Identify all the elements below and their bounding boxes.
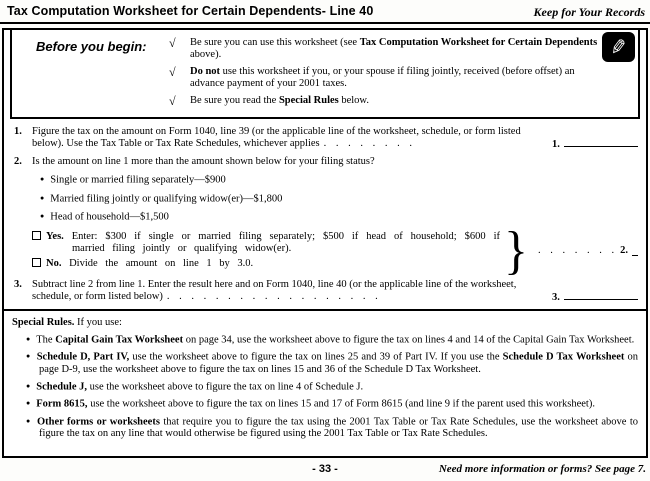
dotted-leader: . . . . . . . . [323,138,413,149]
checkmark-icon: √ [169,94,176,108]
checklist-item [169,66,601,90]
no-option-text: No. Divide the amount on line 1 by 3.0. [46,258,254,269]
page-title: Tax Computation Worksheet for Certain Dependents- Line 40 [7,4,374,18]
line-1-result [552,136,638,150]
checklist-item-text: Be sure you read the Special Rules below. [190,95,369,106]
line-2-item [12,156,638,279]
bullet-icon: ● [40,193,45,202]
bullet-icon: ● [40,212,45,220]
checkmark-icon: √ [169,36,176,50]
before-you-begin-heading: Before you begin: [36,39,147,54]
line-2-amount-field[interactable] [632,245,638,256]
line-1-amount-field[interactable] [564,136,638,147]
pencil-glyph: ✎ [608,33,629,61]
special-rule-item [12,333,638,347]
yes-checkbox[interactable] [32,231,41,240]
special-rule-text: Schedule D, Part IV, use the worksheet above to figure the tax on lines 25 and 39 of Part IV. If you use the Schedule D Tax Worksheet on page D-9, use the worksheet above to figure the tax on lines 15 and 36 of the Schedule D Tax Worksheet. [36,351,638,375]
line-3-text: Subtract line 2 from line 1. Enter the result here and on Form 1040, line 40 (or the applicable line of the worksheet, schedule, or form listed below) . . . . . . . . . . . . . . . . . . [32,278,517,302]
page-footer [2,461,648,481]
bullet-icon: ● [26,416,31,425]
line-1-item [12,126,638,150]
checklist-item-text: Do not use this worksheet if you, or your spouse if filing jointly, received (before offset) an advance payment of your 2001 taxes. [190,66,575,89]
before-you-begin-section [10,30,640,119]
filing-status-option-text: Head of household—$1,500 [50,211,169,223]
worksheet-lines [4,119,646,303]
line-1-text: Figure the tax on the amount on Form 1040, line 39 (or the applicable line of the worksheet, schedule, or form listed below). Use the Tax Table or Tax Rate Schedules, whichever applies . . . . . . . . [32,126,521,149]
special-rules-heading: Special Rules. If you use: [12,316,122,328]
dotted-leader: . . . . . . . . . . . . . . . . . . [166,290,378,302]
page-number: - 33 - [312,463,338,475]
filing-status-option-text: Single or married filing separately—$900 [50,174,226,186]
special-rule-item [12,397,638,411]
special-rule-text: The Capital Gain Tax Worksheet on page 34, use the worksheet above to figure the tax on lines 4 and 14 of the Capital Gain Tax Worksheet. [36,334,635,345]
line-3-result-label: 3. [552,291,560,303]
special-rule-text: Form 8615, use the worksheet above to figure the tax on lines 15 and 17 of Form 8615 (and line 9 if the parent used this worksheet). [36,398,595,410]
checklist-item [169,37,601,61]
footer-note: Need more information or forms? See page 7. [438,463,646,475]
special-rule-item [12,380,638,394]
filing-status-option [40,210,638,224]
bullet-icon: ● [26,334,31,343]
filing-status-option-text: Married filing jointly or qualifying widow(er)—$1,800 [50,193,283,204]
dotted-leader: . . . . . . . [538,245,615,256]
filing-status-option [40,192,638,206]
special-rule-text: Other forms or worksheets that require you to figure the tax using the 2001 Tax Table or Tax Rate Schedules, use the worksheet above to figure the tax on any line that would otherwise be figured using the 2001 Tax Table or Tax Rate Schedules. [37,416,638,439]
bullet-icon: ● [40,175,45,183]
checklist-item-text: Be sure you can use this worksheet (see Tax Computation Worksheet for Certain Dependents above). [190,37,598,60]
line-2-question: Is the amount on line 1 more than the amount shown below for your filing status? [32,156,375,167]
pencil-icon [602,32,635,62]
special-rule-item [12,350,638,376]
yes-option [32,231,500,255]
special-rules-section [4,309,646,441]
no-option [32,258,500,270]
checkmark-icon: √ [169,65,176,79]
worksheet-box [2,28,648,458]
line-2-answer-row [32,220,638,279]
before-you-begin-checklist [169,37,601,107]
page-header [0,0,650,24]
line-1-number: 1. [14,126,22,137]
keep-for-records-label: Keep for Your Records [533,5,645,19]
bullet-icon: ● [26,399,31,407]
line-3-amount-field[interactable] [564,289,638,300]
line-3-item [12,279,638,303]
line-3-number: 3. [14,278,22,290]
line-2-number: 2. [14,156,22,167]
line-2-result-label: 2. [620,245,628,256]
curly-brace: } [504,220,528,279]
filing-status-option [40,173,638,187]
special-rule-text: Schedule J, use the worksheet above to figure the tax on line 4 of Schedule J. [36,381,364,392]
bullet-icon: ● [26,381,31,390]
no-checkbox[interactable] [32,258,41,267]
special-rule-item [12,415,638,441]
yes-option-text: Yes. Enter: $300 if single or married filing separately; $500 if head of household; $600 if married filing jointly or qualifying widow(er). [46,231,500,254]
line-3-result [552,289,638,303]
line-1-result-label: 1. [552,139,560,150]
checklist-item [169,95,601,107]
bullet-icon: ● [26,352,31,360]
